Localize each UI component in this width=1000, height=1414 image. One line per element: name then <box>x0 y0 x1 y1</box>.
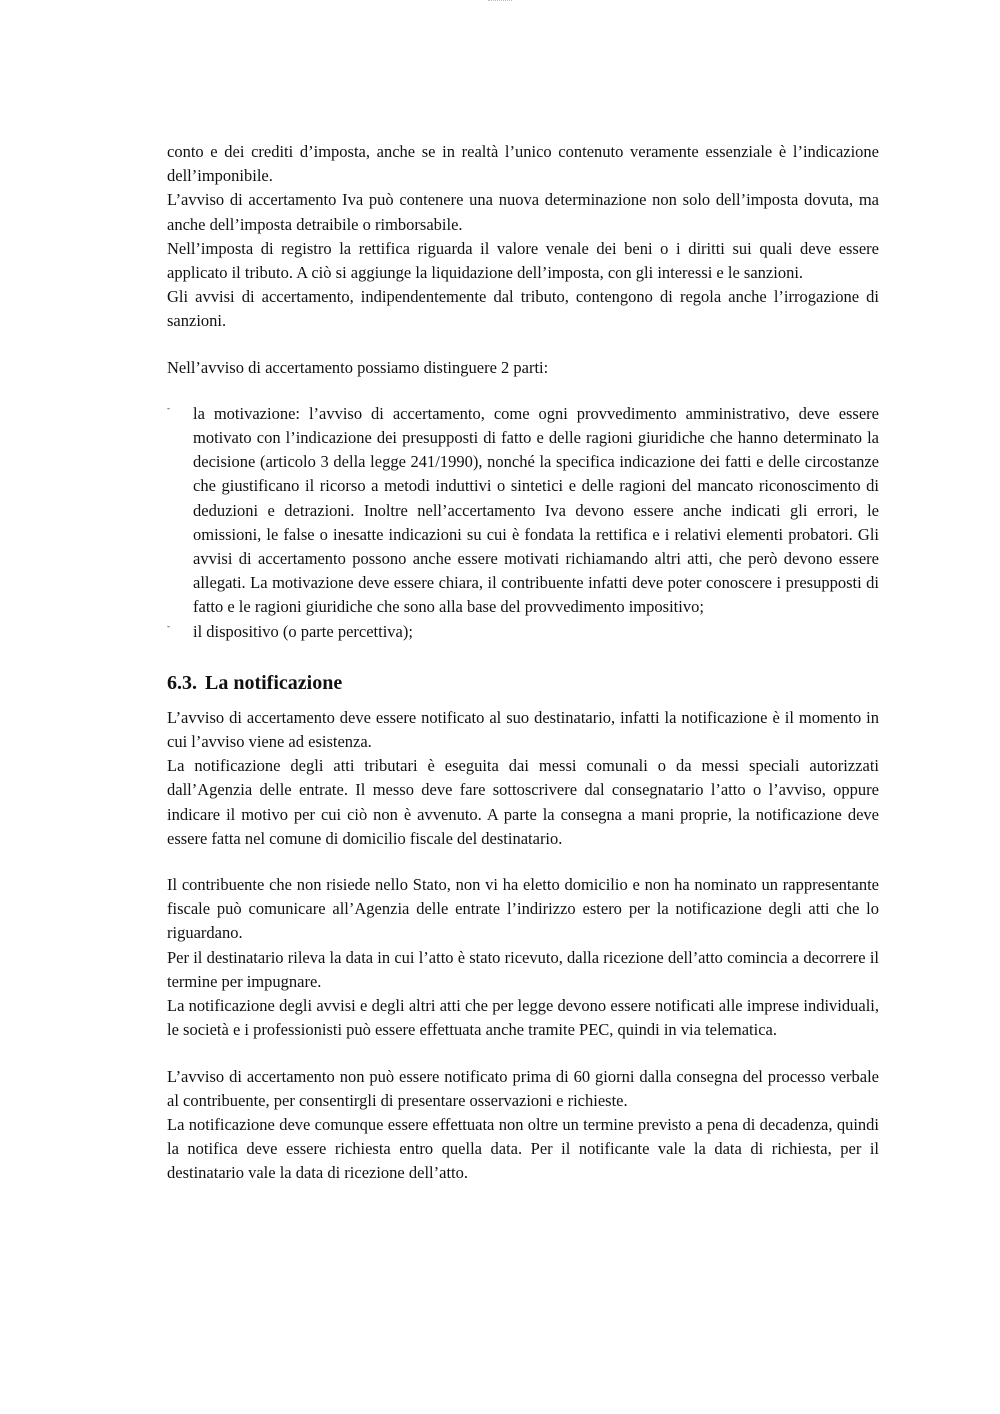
paragraph: L’avviso di accertamento deve essere notificato al suo destinatario, infatti la notificazione è il momento in cui l’avviso viene ad esistenza. <box>167 707 879 752</box>
spacer <box>167 851 879 873</box>
paragraph: Nell’imposta di registro la rettifica riguarda il valore venale dei beni o i diritti sui quali deve essere applicato il tributo. A ciò si aggiunge la liquidazione dell’imposta, con gli interessi e le sanzioni. <box>167 238 879 283</box>
list-item <box>167 620 879 644</box>
paragraph: Il contribuente che non risiede nello Stato, non vi ha eletto domicilio e non ha nominato un rappresentante fiscale può comunicare all’Agenzia delle entrate l’indirizzo estero per la notificazione degli atti che lo riguardano. <box>167 875 879 943</box>
document-body <box>167 140 879 1186</box>
paragraph: L’avviso di accertamento non può essere notificato prima di 60 giorni dalla consegna del processo verbale al contribuente, per consentirgli di presentare osservazioni e richieste. <box>167 1066 879 1110</box>
paragraph: conto e dei crediti d’imposta, anche se in realtà l’unico contenuto veramente essenziale è l’indicazione dell’imponibile. <box>167 142 879 186</box>
section-title: La notificazione <box>205 671 343 694</box>
spacer <box>167 334 879 356</box>
paragraph: L’avviso di accertamento Iva può contenere una nuova determinazione non solo dell’imposta dovuta, ma anche dell’imposta detraibile o rimborsabile. <box>167 190 879 234</box>
list-item-text: la motivazione: l’avviso di accertamento, come ogni provvedimento amministrativo, deve essere motivato con l’indicazione dei presupposti di fatto e delle ragioni giuridiche che hanno determinato la decisione (articolo 3 della legge 241/1990), nonché la specifica indicazione dei fatti e delle circostanze che giustificano il ricorso a metodi induttivi o sintetici e delle ragioni del mancato riconoscimento di deduzioni e detrazioni. Inoltre nell’accertamento Iva devono essere anche indicati gli errori, le omissioni, le false o inesatte indicazioni su cui è fondata la rettifica e i relativi elementi probatori. Gli avvisi di accertamento possono anche essere motivati richiamando altri atti, che però devono essere allegati. La motivazione deve essere chiara, il contribuente infatti deve poter conoscere i presupposti di fatto e le ragioni giuridiche che sono alla base del provvedimento impositivo; <box>193 403 879 617</box>
list-item <box>167 402 879 620</box>
paragraph: La notificazione deve comunque essere effettuata non oltre un termine previsto a pena di decadenza, quindi la notifica deve essere richiesta entro quella data. Per il notificante vale la data di richiesta, per il destinatario vale la data di ricezione dell’atto. <box>167 1114 879 1183</box>
spacer <box>167 380 879 402</box>
paragraph: La notificazione degli avvisi e degli altri atti che per legge devono essere notificati alle imprese individuali, le società e i professionisti può essere effettuata anche tramite PEC, quindi in via telematica. <box>167 996 879 1040</box>
bullet-marker: - <box>167 402 170 413</box>
section-heading <box>167 670 879 696</box>
section-number: 6.3. <box>167 671 197 694</box>
page-top-mark <box>488 0 512 3</box>
list-item-text: il dispositivo (o parte percettiva); <box>193 621 413 641</box>
paragraph: Gli avvisi di accertamento, indipendentemente dal tributo, contengono di regola anche l’irrogazione di sanzioni. <box>167 287 879 331</box>
spacer <box>167 1043 879 1065</box>
bullet-marker: - <box>167 620 170 631</box>
paragraph: La notificazione degli atti tributari è eseguita dai messi comunali o da messi speciali autorizzati dall’Agenzia delle entrate. Il messo deve fare sottoscrivere dal consegnatario l’atto o l’avviso, oppure indicare il motivo per cui ciò non è avvenuto. A parte la consegna a mani proprie, la notificazione deve essere fatta nel comune di domicilio fiscale del destinatario. <box>167 756 879 848</box>
list-intro: Nell’avviso di accertamento possiamo distinguere 2 parti: <box>167 357 549 377</box>
bullet-list <box>167 402 879 644</box>
paragraph: Per il destinatario rileva la data in cui l’atto è stato ricevuto, dalla ricezione dell’atto comincia a decorrere il termine per impugnare. <box>167 947 879 991</box>
